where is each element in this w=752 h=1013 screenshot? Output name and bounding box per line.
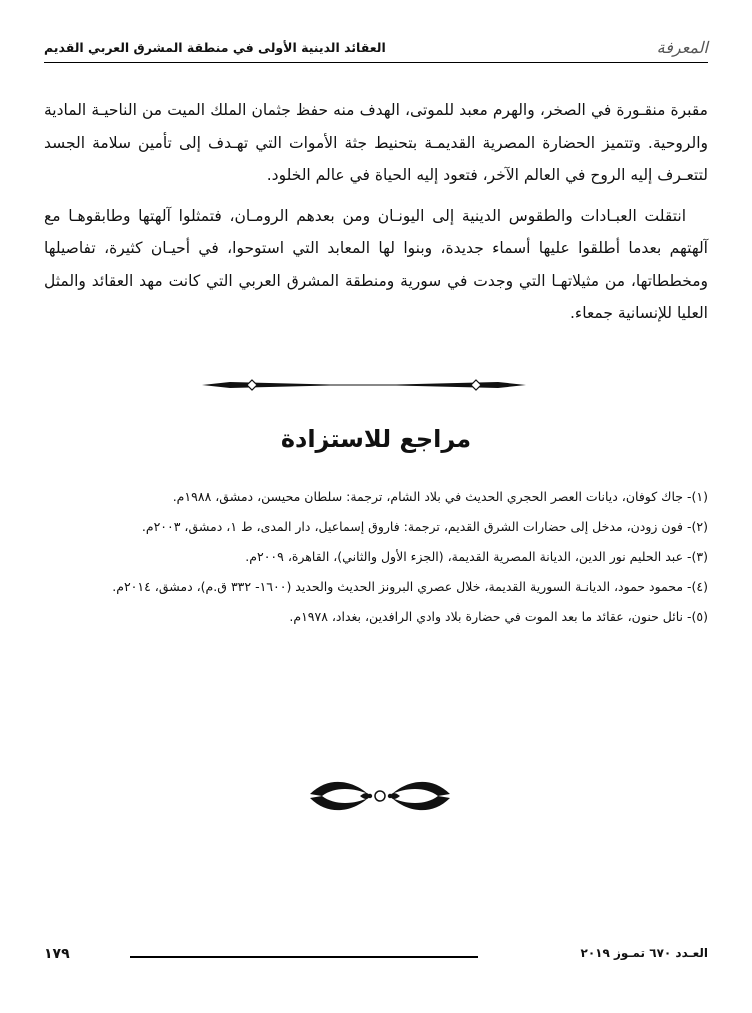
section-title: مراجع للاستزادة bbox=[280, 425, 472, 453]
footer-rule bbox=[130, 956, 478, 958]
references-list bbox=[44, 485, 708, 635]
end-ornament bbox=[300, 772, 460, 822]
running-title: العقائد الدينية الأولى في منطقة المشرق العربي القديم bbox=[44, 40, 386, 55]
issue-info: العـدد ٦٧٠ تمـوز ٢٠١٩ bbox=[580, 946, 708, 960]
reference-item: (١)- جاك كوفان، ديانات العصر الحجري الحديث في بلاد الشام، ترجمة: سلطان محيسن، دمشق، ١٩٨٨م. bbox=[172, 489, 708, 504]
body-paragraph-2: انتقلت العبـادات والطقوس الدينية إلى اليونـان ومن بعدهم الرومـان، فتمثلوا آلهتها وطابقوهـا مع آلهتهم بعدما أطلقوا عليها أسماء جديدة، وبنوا لها المعابد التي استوحوا، في أحيـان كثيرة، تفاصيلها ومخططاتها، من مثيلاتهـا التي وجدت في سورية ومنطقة المشرق العربي التي كانت مهد العقائد والمثل العليا للإنسانية جمعاء. bbox=[44, 206, 708, 322]
reference-item: (٣)- عبد الحليم نور الدين، الديانة المصرية القديمة، (الجزء الأول والثاني)، القاهرة، ٢٠٠٩م. bbox=[245, 549, 708, 564]
page-footer bbox=[44, 944, 708, 968]
reference-item: (٢)- فون زودن، مدخل إلى حضارات الشرق القديم، ترجمة: فاروق إسماعيل، دار المدى، ط ١، دمشق، ٢٠٠٣م. bbox=[141, 519, 708, 534]
page-number: ١٧٩ bbox=[44, 946, 70, 962]
article-body bbox=[44, 94, 708, 338]
reference-item: (٤)- محمود حمود، الديانـة السورية القديمة، خلال عصري البرونز الحديث والحديد (١٦٠٠- ٣٣٢ ق.م)، دمشق، ٢٠١٤م. bbox=[112, 579, 708, 594]
section-divider bbox=[200, 375, 528, 395]
body-paragraph-1: مقبرة منقـورة في الصخر، والهرم معبد للموتى، الهدف منه حفظ جثمان الملك الميت من الناحيـة المادية والروحية. وتتميز الحضارة المصرية القديمـة بتحنيط جثة الأموات التي تهـدف إلى تأمين سلامة الجسد لتتعـرف إليه الروح في العالم الآخر، فتعود إليه الحياة في عالم الخلود. bbox=[44, 101, 708, 184]
page-header bbox=[44, 34, 708, 64]
journal-logo: المعرفة bbox=[656, 38, 708, 57]
reference-item: (٥)- نائل حنون، عقائد ما بعد الموت في حضارة بلاد وادي الرافدين، بغداد، ١٩٧٨م. bbox=[289, 609, 708, 624]
header-rule bbox=[44, 62, 708, 63]
